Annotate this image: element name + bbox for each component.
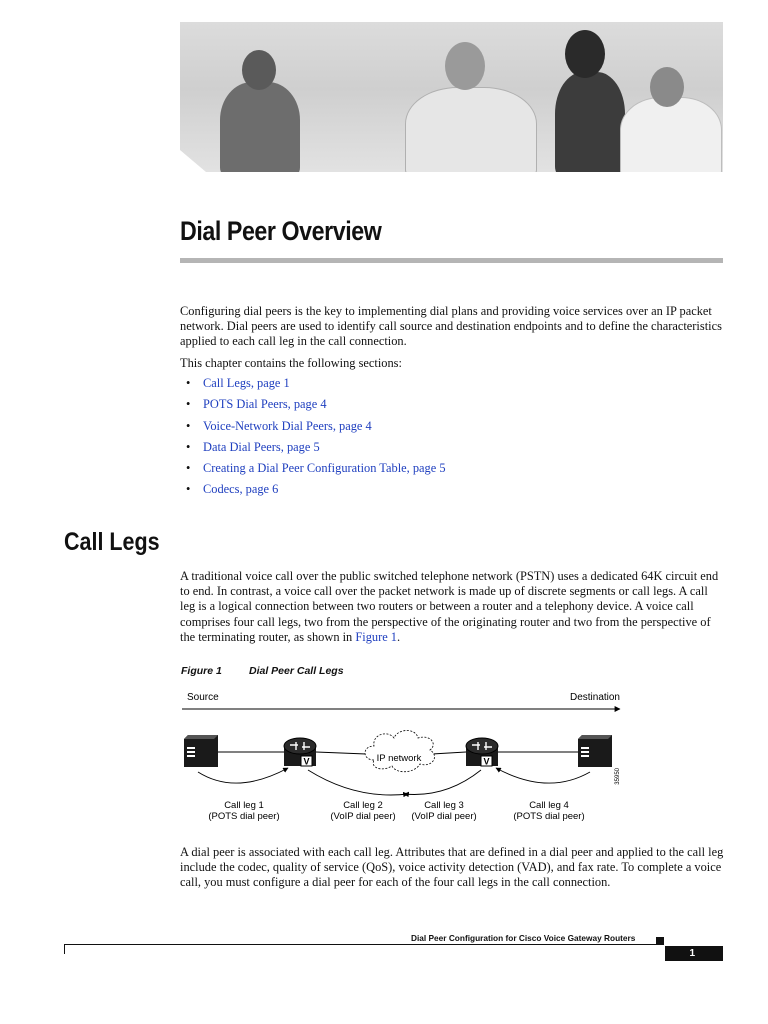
bullet-icon: • [186, 439, 191, 454]
call-leg-4-type: (POTS dial peer) [513, 811, 585, 822]
banner-head-1 [242, 50, 276, 90]
dial-peer-call-legs-diagram [176, 684, 636, 834]
toc-link-data-dial-peers[interactable]: Data Dial Peers, page 5 [203, 439, 320, 454]
bullet-icon: • [186, 418, 191, 433]
toc-item-configuration-table [186, 461, 446, 482]
dial-peer-paragraph: A dial peer is associated with each call leg. Attributes that are defined in a dial peer and applied to the call leg include the codec, quality of service (QoS), voice activity detection (VAD), and fax rate. To complete a voice call, you must configure a dial peer for each of the four call legs in the call connection. [180, 845, 724, 890]
call-legs-paragraph-text: A traditional voice call over the public switched telephone network (PSTN) uses a dedicated 64K circuit end to end. In contrast, a voice call over the packet network is made up of discrete segments or call legs. A call leg is a logical connection between two routers or between a router and a telephony device. A voice call comprises four call legs, two from the perspective of the originating router and two from the perspective of the terminating router, as shown in [180, 569, 719, 644]
footer-rule [64, 944, 660, 945]
chapter-title: Dial Peer Overview [180, 216, 382, 246]
figure-reference-id: 35950 [615, 768, 621, 785]
call-leg-4-arrow [496, 768, 590, 783]
chapter-contains: This chapter contains the following sections: [180, 356, 402, 370]
bullet-icon: • [186, 376, 191, 390]
banner-corner-fold [180, 150, 206, 172]
call-leg-2-arrow [308, 770, 408, 795]
bullet-icon: • [186, 482, 191, 497]
section-title: Call Legs [64, 528, 160, 556]
destination-label: Destination [569, 692, 620, 703]
toc-item-codecs [186, 482, 446, 503]
toc-link-codecs[interactable]: Codecs, page 6 [203, 482, 279, 497]
toc-item-voice-network-dial-peers [186, 419, 446, 440]
toc-item-call-legs [186, 376, 446, 397]
originating-router-icon [284, 738, 316, 766]
call-leg-1-arrow [198, 768, 288, 783]
banner-head-2 [445, 42, 485, 90]
call-leg-3-name: Call leg 3 [424, 800, 464, 811]
banner-head-3 [565, 30, 605, 78]
source-label: Source [187, 692, 219, 703]
call-leg-1-type: (POTS dial peer) [208, 811, 280, 822]
toc-link-call-legs[interactable]: Call Legs, page 1 [203, 376, 290, 390]
banner-person-2 [405, 87, 537, 172]
router-1-voice-mark: V [303, 756, 310, 767]
call-leg-3-type: (VoIP dial peer) [411, 811, 477, 822]
toc-link-configuration-table[interactable]: Creating a Dial Peer Configuration Table, page 5 [203, 461, 446, 476]
ip-network-label: IP network [376, 753, 422, 764]
link-router-1-to-cloud [316, 752, 366, 754]
toc-link-pots-dial-peers[interactable]: POTS Dial Peers, page 4 [203, 397, 327, 412]
bullet-icon: • [186, 461, 191, 476]
call-legs-paragraph [180, 569, 725, 645]
section-list [186, 376, 446, 504]
figure-1-link[interactable]: Figure 1 [355, 629, 398, 644]
call-leg-2-type: (VoIP dial peer) [330, 811, 396, 822]
page-number: 1 [665, 946, 723, 961]
toc-link-voice-network-dial-peers[interactable]: Voice-Network Dial Peers, page 4 [203, 418, 372, 433]
banner-person-3 [555, 72, 625, 172]
figure-number: Figure 1 [181, 665, 222, 677]
figure-caption [181, 665, 344, 677]
call-leg-4-name: Call leg 4 [529, 800, 569, 811]
destination-telephony-device-icon [578, 735, 612, 767]
chapter-banner-photo [180, 22, 723, 172]
figure-title: Dial Peer Call Legs [249, 665, 344, 677]
source-telephony-device-icon [184, 735, 218, 767]
link-cloud-to-router-2 [432, 752, 466, 754]
terminating-router-icon [466, 738, 498, 766]
call-legs-paragraph-end: . [397, 629, 401, 644]
banner-person-4 [620, 97, 722, 172]
call-leg-3-arrow [404, 770, 481, 795]
banner-head-4 [650, 67, 684, 107]
banner-person-1 [220, 82, 300, 172]
footer-book-title: Dial Peer Configuration for Cisco Voice Gateway Routers [411, 933, 636, 943]
call-leg-1-name: Call leg 1 [224, 800, 264, 811]
bullet-icon: • [186, 397, 191, 412]
chapter-title-rule [180, 258, 723, 263]
ip-network-cloud-icon [365, 731, 435, 772]
footer-rule-tick [64, 944, 65, 954]
router-2-voice-mark: V [483, 756, 490, 767]
call-leg-2-name: Call leg 2 [343, 800, 383, 811]
toc-item-pots-dial-peers [186, 397, 446, 418]
chapter-intro: Configuring dial peers is the key to implementing dial plans and providing voice services over an IP packet network. Dial peers are used to identify call source and destination endpoints and to define the characteristics applied to each call leg in the call connection. [180, 304, 722, 349]
toc-item-data-dial-peers [186, 440, 446, 461]
